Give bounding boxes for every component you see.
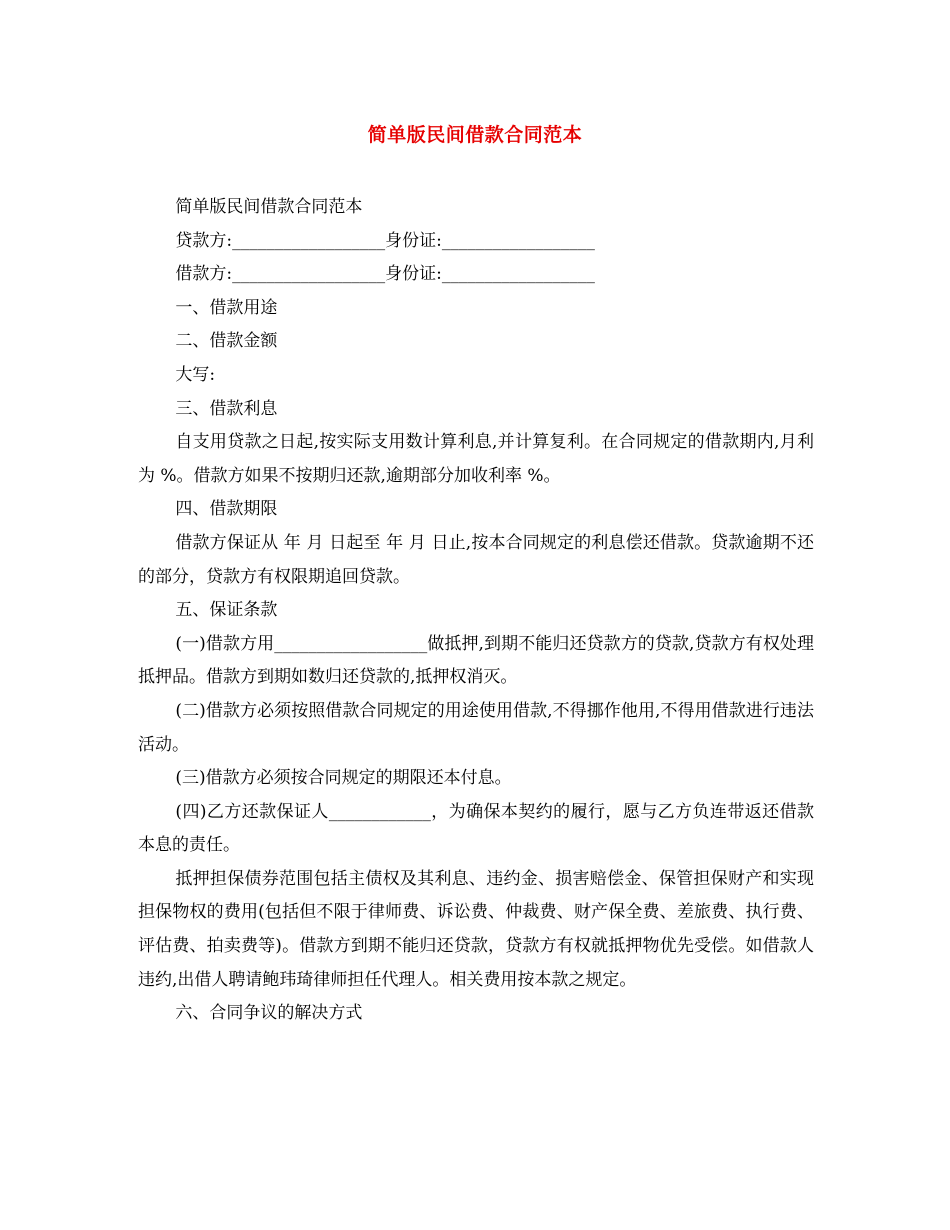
paragraph-guarantee-1: (一)借款方用__________________做抵押,到期不能归还贷款方的贷款,贷款方有权处理抵押品。借款方到期如数归还贷款的,抵押权消灭。 bbox=[138, 633, 814, 688]
paragraph-guarantee-4: (四)乙方还款保证人____________，为确保本契约的履行，愿与乙方负连带返还借款本息的责任。 bbox=[138, 801, 814, 856]
section-interest: 三、借款利息 bbox=[175, 398, 278, 419]
section-purpose: 一、借款用途 bbox=[175, 297, 278, 318]
paragraph-amount-words: 大写: bbox=[175, 364, 216, 385]
section-term: 四、借款期限 bbox=[175, 499, 278, 520]
paragraph-guarantee-3: (三)借款方必须按合同规定的期限还本付息。 bbox=[175, 768, 512, 789]
section-amount: 二、借款金额 bbox=[175, 331, 278, 352]
paragraph-mortgage-scope: 抵押担保债券范围包括主债权及其利息、违约金、损害赔偿金、保管担保财产和实现担保物权的费用(包括但不限于律师费、诉讼费、仲裁费、财产保全费、差旅费、执行费、评估费、拍卖费等)。借款方到期不能归还贷款，贷款方有权就抵押物优先受偿。如借款人违约,出借人聘请鲍玮琦律师担任代理人。相关费用按本款之规定。 bbox=[138, 868, 814, 990]
document-body bbox=[138, 191, 814, 1031]
paragraph-term: 借款方保证从 年 月 日起至 年 月 日止,按本合同规定的利息偿还借款。贷款逾期不还的部分，贷款方有权限期追回贷款。 bbox=[138, 532, 814, 587]
paragraph-borrower: 借款方:__________________身份证:__________________ bbox=[175, 264, 595, 285]
paragraph-heading: 简单版民间借款合同范本 bbox=[175, 197, 363, 217]
section-dispute: 六、合同争议的解决方式 bbox=[175, 1003, 363, 1024]
document-title: 简单版民间借款合同范本 bbox=[367, 124, 583, 146]
paragraph-interest: 自支用贷款之日起,按实际支用数计算利息,并计算复利。在合同规定的借款期内,月利为 %。借款方如果不按期归还款,逾期部分加收利率 %。 bbox=[138, 432, 814, 486]
paragraph-guarantee-2: (二)借款方必须按照借款合同规定的用途使用借款,不得挪作他用,不得用借款进行违法活动。 bbox=[138, 700, 814, 755]
section-guarantee: 五、保证条款 bbox=[175, 600, 278, 621]
paragraph-lender: 贷款方:__________________身份证:__________________ bbox=[175, 230, 595, 251]
